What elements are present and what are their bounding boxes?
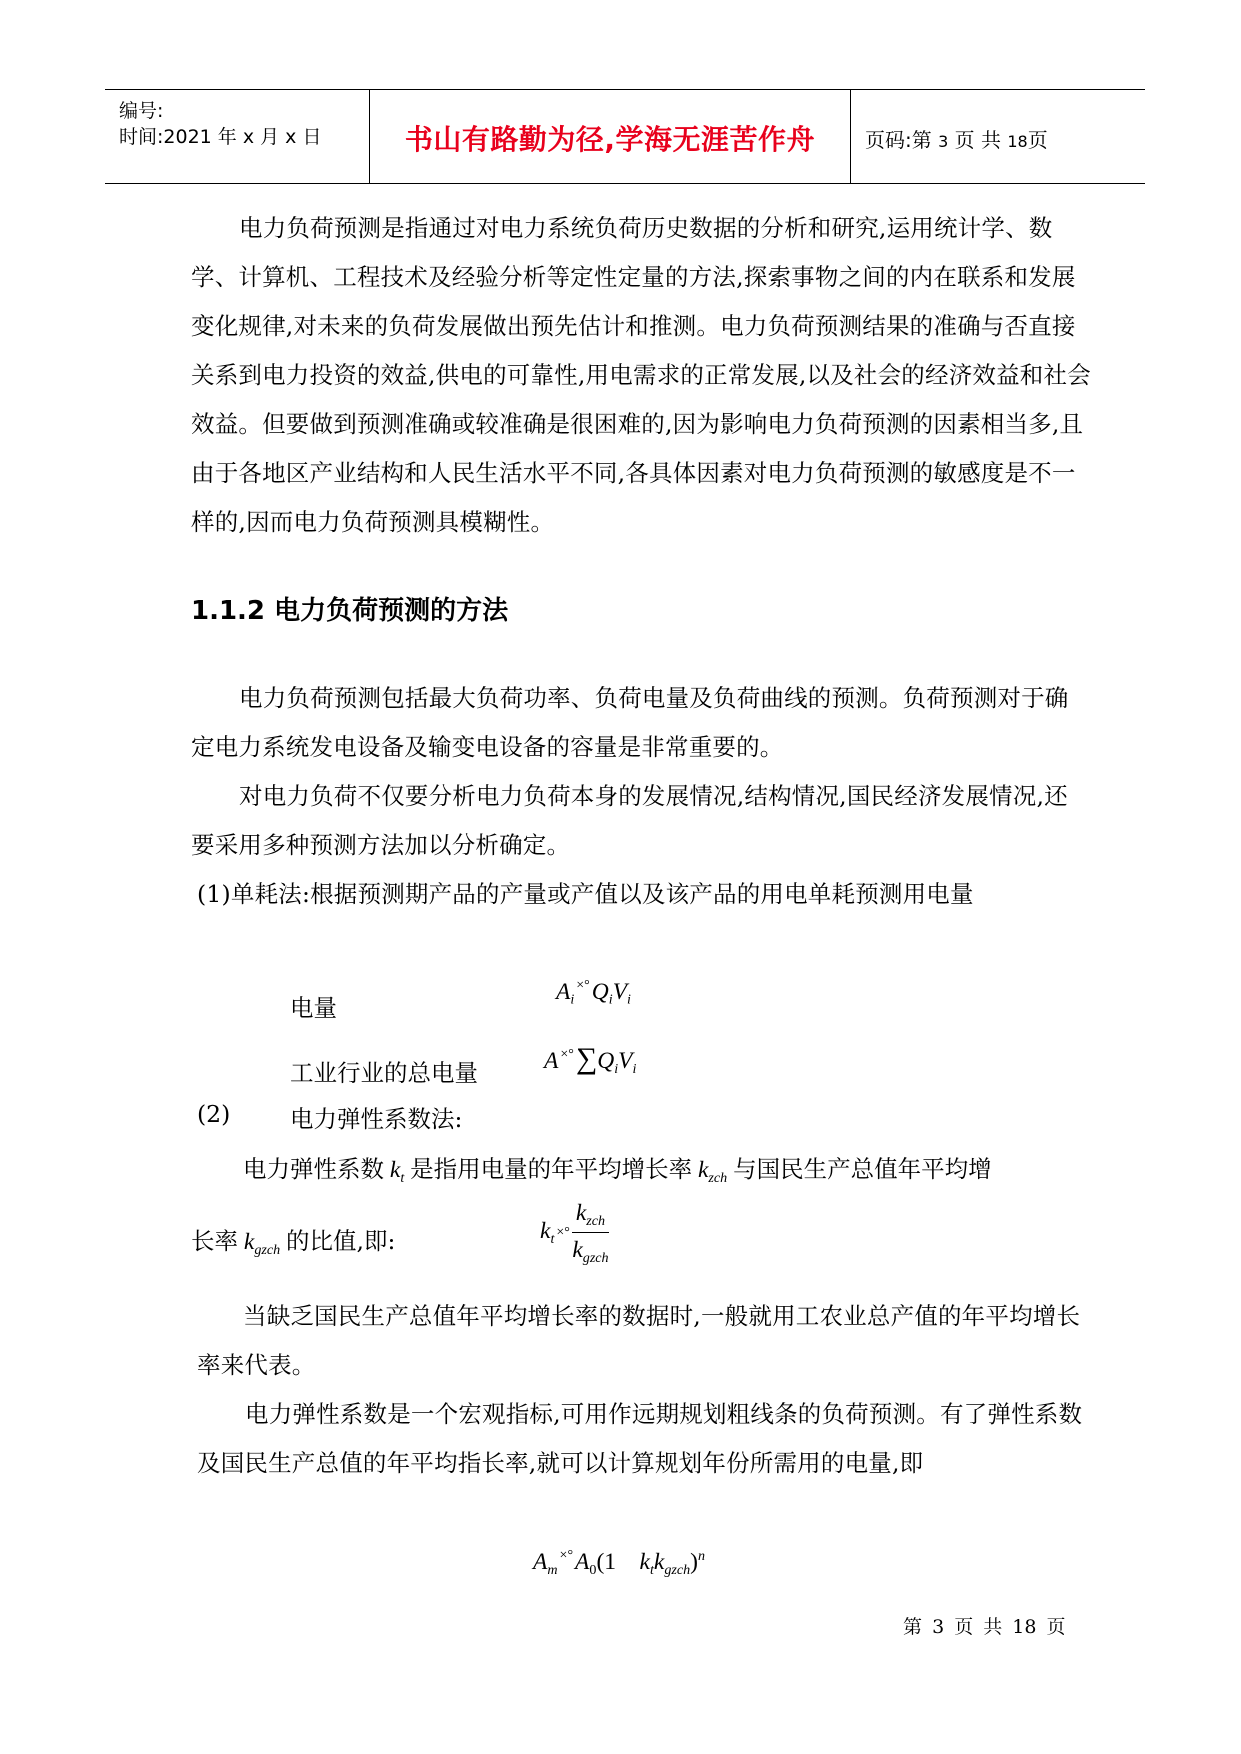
section-heading: 1.1.2 电力负荷预测的方法 [191, 596, 509, 626]
footer-suffix: 页 [1046, 1616, 1066, 1638]
formula-elastic-ratio: $k_t$ ×° $\frac{k_{zch}}{k_{gzch}}$ [540, 1200, 609, 1266]
header-info-cell [105, 90, 370, 183]
header-motto-cell [370, 90, 851, 183]
header-page-mid: 页 共 [954, 128, 1002, 152]
elastic-def-part-1: 电力弹性系数 [243, 1155, 384, 1183]
header-page-total: 18 [1007, 132, 1028, 151]
header-page-current: 3 [938, 132, 949, 151]
method-2-label: 电力弹性系数法: [290, 1105, 463, 1133]
macro-indicator-paragraph: 电力弹性系数是一个宏观指标,可用作远期规划粗线条的负荷预测。有了弹性系数及国民生产总值的年平均指长率,就可以计算规划年份所需用的电量,即 [197, 1400, 1083, 1477]
symbol-kzch: $k_{zch}$ [692, 1157, 728, 1186]
footer-mid: 页 共 [954, 1616, 1003, 1638]
elastic-definition-line-2 [191, 1222, 395, 1259]
elastic-def-part-5: 的比值,即: [286, 1227, 396, 1255]
total-energy-label: 工业行业的总电量 [290, 1059, 478, 1087]
symbol-kt: $k_t$ [384, 1157, 405, 1186]
elastic-def-part-3: 与国民生产总值年平均增 [733, 1155, 992, 1183]
footer-current-page: 3 [932, 1616, 945, 1638]
methods-paragraph: 电力负荷预测包括最大负荷功率、负荷电量及负荷曲线的预测。负荷预测对于确定电力系统发电设备及输变电设备的容量是非常重要的。 [191, 684, 1069, 761]
page-header [105, 89, 1145, 184]
page-footer [903, 1612, 1066, 1639]
document-time-label: 时间:2021 年 x 月 x 日 [119, 126, 322, 148]
formula-planned-energy: $A_m^{\times^\circ}A_0(1$ $k_tk_{gzch})^n$ [533, 1548, 706, 1578]
elastic-def-part-2: 是指用电量的年平均增长率 [410, 1155, 693, 1183]
symbol-kgzch: $k_{gzch}$ [238, 1229, 281, 1258]
document-number-label: 编号: [119, 100, 164, 122]
lack-data-paragraph: 当缺乏国民生产总值年平均增长率的数据时,一般就用工农业总产值的年平均增长率来代表。 [197, 1302, 1081, 1379]
header-page-prefix: 页码:第 [865, 128, 932, 152]
analysis-paragraph: 对电力负荷不仅要分析电力负荷本身的发展情况,结构情况,国民经济发展情况,还要采用多种预测方法加以分析确定。 [191, 782, 1068, 859]
footer-total-pages: 18 [1012, 1616, 1037, 1638]
formula-total-energy: A $^{\times^\circ}\sum Q_iV_i$ [544, 1042, 637, 1077]
footer-prefix: 第 [903, 1616, 923, 1638]
header-page-suffix: 页 [1027, 128, 1048, 152]
elastic-def-part-4: 长率 [191, 1227, 238, 1255]
method-1-paragraph: (1)单耗法:根据预测期产品的产量或产值以及该产品的用电单耗预测用电量 [197, 880, 974, 908]
header-page-indicator [865, 124, 1048, 153]
header-motto: 书山有路勤为径,学海无涯苦作舟 [404, 123, 816, 156]
energy-label: 电量 [290, 994, 337, 1022]
method-2-number: (2) [197, 1100, 231, 1128]
header-page-cell [851, 90, 1145, 183]
formula-energy: $A_i^{\times^\circ}Q_iV_i$ [556, 978, 631, 1008]
intro-paragraph: 电力负荷预测是指通过对电力系统负荷历史数据的分析和研究,运用统计学、数学、计算机、工程技术及经验分析等定性定量的方法,探索事物之间的内在联系和发展变化规律,对未来的负荷发展做出预先估计和推测。电力负荷预测结果的准确与否直接关系到电力投资的效益,供电的可靠性,用电需求的正常发展,以及社会的经济效益和社会效益。但要做到预测准确或较准确是很困难的,因为影响电力负荷预测的因素相当多,且由于各地区产业结构和人民生活水平不同,各具体因素对电力负荷预测的敏感度是不一样的,因而电力负荷预测具模糊性。 [191, 214, 1091, 536]
elastic-definition-line-1 [243, 1150, 992, 1187]
